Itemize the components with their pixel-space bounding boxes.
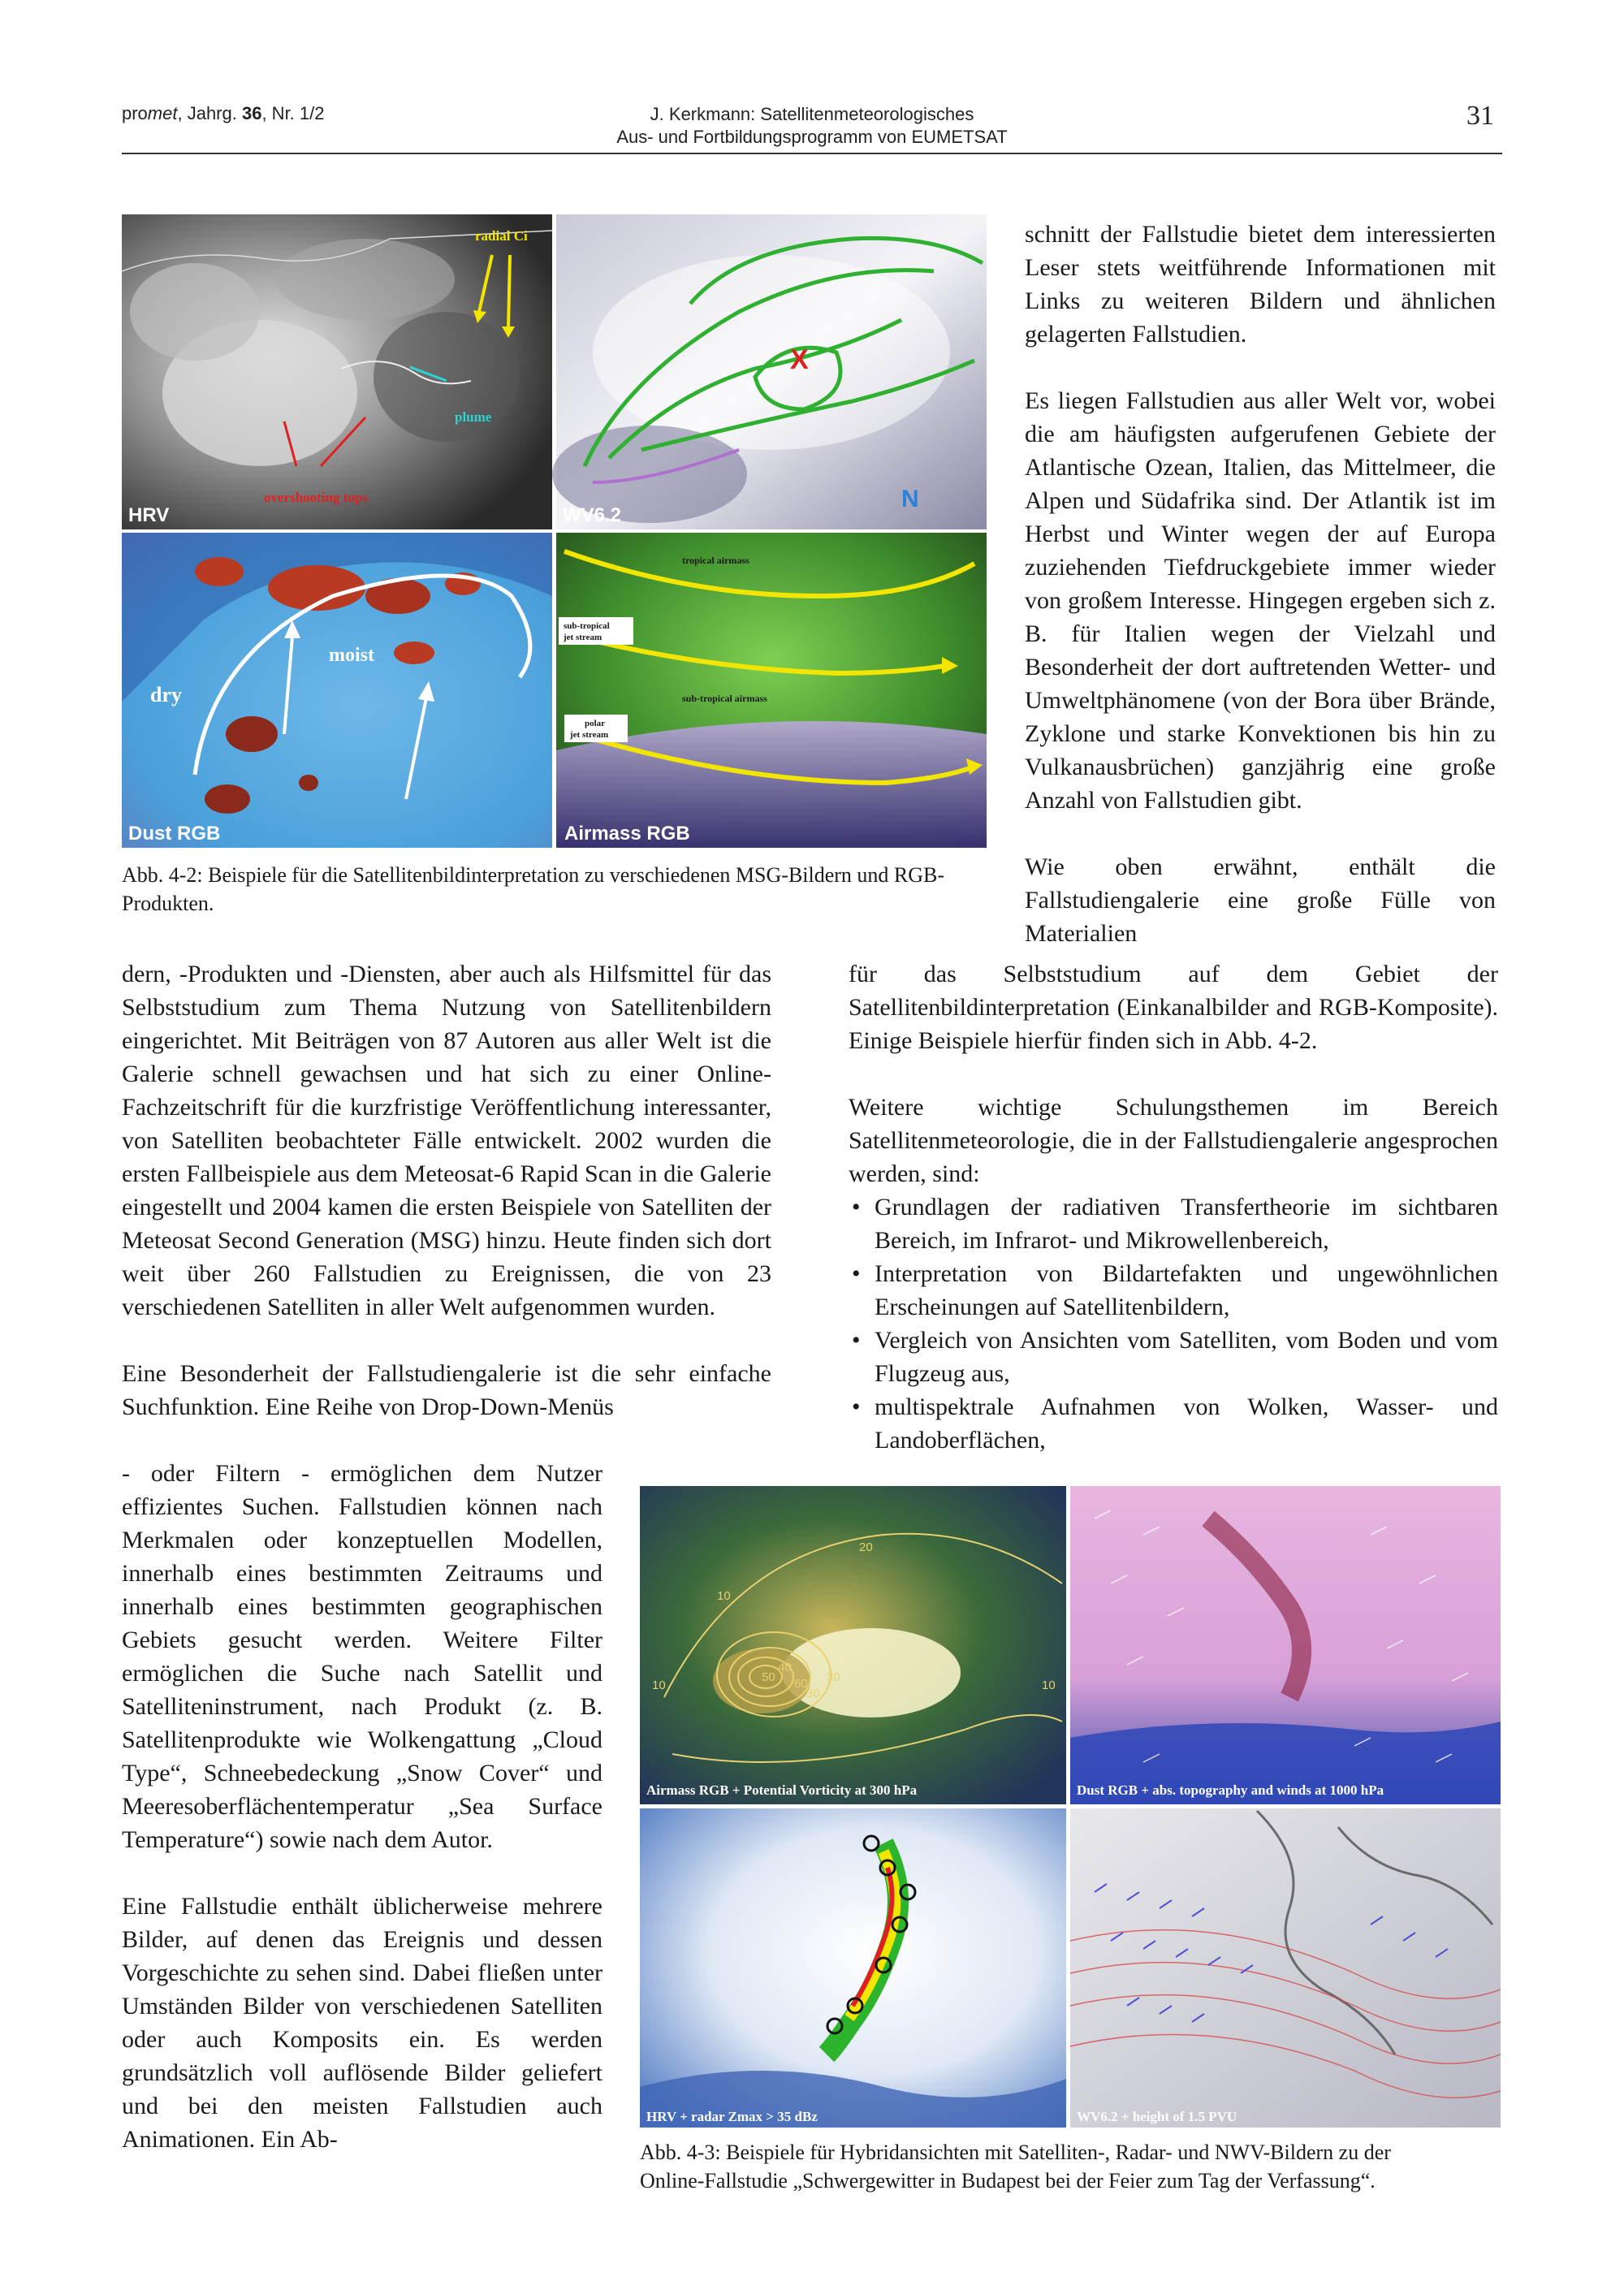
airmass-label: Airmass RGB: [564, 823, 690, 845]
pv-contour-label: 10: [1042, 1678, 1056, 1692]
running-title: [568, 103, 1056, 149]
annotation-plume: plume: [455, 409, 492, 425]
figure-4-3-caption: [640, 2138, 1509, 2195]
pv-contour-label: 30: [827, 1670, 840, 1684]
left-paragraph-2b: - oder Filtern - ermöglichen dem Nutzer effizientes Suchen. Fallstudien können nach Merkmalen oder konzeptuellen Modellen, innerhalb eines bestimmten Zeitraums und innerhalb eines bestimmten geographischen Gebiets gesucht werden. Weitere Filter ermöglichen die Suche nach Satellit und Satelliteninstrument, nach Produkt (z. B. Satellitenprodukte wie Wolkengattung „Cloud Type“, Schneebedeckung „Snow Cover“ und Meeresoberflächentemperatur „Sea Surface Temperature“) sowie nach dem Autor.: [122, 1460, 603, 1853]
figure-4-3: [640, 1486, 1501, 2128]
dust-label: Dust RGB: [128, 823, 221, 845]
airmass-panel: [556, 533, 987, 848]
right-paragraph-1: schnitt der Fallstudie bietet dem interessierten Leser stets weitführende Informationen mit Links zu weiteren Bildern und ähnlichen gelagerten Fallstudien.: [1025, 221, 1496, 348]
panel-airmass-pv: [640, 1486, 1066, 1804]
annotation-subtropical-jet-1: sub-tropical: [564, 621, 610, 631]
left-paragraph-1: dern, -Produkten und -Diensten, aber auch als Hilfsmittel für das Selbststudium zum Thema Nutzung von Satellitenbildern eingerichtet. Mit Beiträgen von 87 Autoren aus aller Welt ist die Galerie schnell gewachsen und hat sich zu einer Online-Fachzeitschrift für die kurzfristige Veröffentlichung interessanter, von Satelliten beobachteter Fälle entwickelt. 2002 wurden die ersten Fallbeispiele aus dem Meteosat-6 Rapid Scan in die Galerie eingestellt und 2004 kamen die ersten Beispiele von Satelliten der Meteosat Second Generation (MSG) hinzu. Heute finden sich dort weit über 260 Fallstudien zu Ereignissen, die von 23 verschiedenen Satelliten in aller Welt aufgenommen wurden.: [122, 961, 771, 1320]
header-rule: [122, 153, 1502, 154]
running-title-line1: J. Kerkmann: Satellitenmeteorologisches: [650, 104, 974, 124]
left-paragraph-3: Eine Fallstudie enthält üblicherweise mehrere Bilder, auf denen das Ereignis und dessen Vorgeschichte zu sehen sind. Dabei fließen unter Umständen Bilder von verschiedenen Satelliten oder auch Komposits ein. Es werden grundsätzlich voll auflösende Bilder geliefert und bei den meisten Fallstudien auch Animationen. Ein Ab-: [122, 1893, 603, 2153]
panel-airmass-pv-label: Airmass RGB + Potential Vorticity at 300 hPa: [646, 1782, 918, 1798]
panel-dust-winds-label: Dust RGB + abs. topography and winds at 1000 hPa: [1077, 1782, 1384, 1798]
right-column-top: [1025, 218, 1496, 950]
panel-wv-pvu-label: WV6.2 + height of 1.5 PVU: [1077, 2109, 1237, 2124]
right-paragraph-4: Weitere wichtige Schulungsthemen im Bereich Satellitenmeteorologie, die in der Fallstudiengalerie angesprochen werden, sind:: [849, 1094, 1498, 1187]
figure-4-3-caption-line2: Online-Fallstudie „Schwergewitter in Budapest bei der Feier zum Tag der Verfassung“.: [640, 2169, 1376, 2192]
annotation-polar-jet-2: jet stream: [570, 730, 609, 740]
wv-label: WV6.2: [563, 504, 622, 526]
pv-contour-label: 60: [794, 1677, 808, 1691]
annotation-subtropical-airmass: sub-tropical airmass: [682, 693, 767, 704]
annotation-overshooting: overshooting tops: [264, 490, 368, 505]
annotation-polar-jet-1: polar: [585, 719, 606, 728]
right-paragraph-2: Es liegen Fallstudien aus aller Welt vor, wobei die am häufigsten aufgerufenen Gebiete der Atlantische Ozean, Italien, das Mittelmeer, die Alpen und Südafrika sind. Der Atlantik ist im Herbst und Winter wegen der auf Europa zuziehenden Tiefdruckgebiete immer wieder von großem Interesse. Hingegen ergeben sich z. B. für Italien wegen der Vielzahl und Besonderheit der dort auftretenden Wetter- und Umweltphänomene (von der Bora über Brände, Zyklone und starke Konvektionen bis hin zu Vulkanausbrüchen) ganzjährig eine große Anzahl von Fallstudien gibt.: [1025, 387, 1496, 814]
annotation-dry: dry: [150, 683, 182, 706]
running-title-line2: Aus- und Fortbildungsprogramm von EUMETSAT: [616, 127, 1008, 147]
left-column-narrow: [122, 1457, 603, 2156]
list-item: • Vergleich von Ansichten vom Satelliten, vom Boden und vom Flugzeug aus,: [849, 1324, 1498, 1390]
list-item: • Grundlagen der radiativen Transfertheorie im sichtbaren Bereich, im Infrarot- und Mikrowellenbereich,: [849, 1190, 1498, 1257]
pv-contour-label: 10: [652, 1678, 666, 1692]
panel-dust-winds: [1070, 1486, 1501, 1804]
wv-n-symbol: N: [901, 486, 919, 512]
hrv-label: HRV: [128, 504, 170, 526]
annotation-subtropical-jet-2: jet stream: [564, 633, 603, 642]
hrv-panel: [122, 214, 552, 529]
figure-4-2-caption: Abb. 4-2: Beispiele für die Satellitenbildinterpretation zu verschiedenen MSG-Bildern und RGB-Produkten.: [122, 863, 945, 915]
page-number: 31: [1466, 101, 1494, 131]
annotation-moist: moist: [329, 645, 374, 666]
panel-hrv-radar: [640, 1808, 1066, 2128]
panel-hrv-radar-label: HRV + radar Zmax > 35 dBz: [646, 2109, 818, 2124]
pv-contour-label: 30: [806, 1687, 820, 1700]
annotation-radial-ci: radial Ci: [475, 228, 528, 244]
left-column: [122, 957, 771, 1423]
right-paragraph-3b: für das Selbststudium auf dem Gebiet der Satellitenbildinterpretation (Einkanalbilder and RGB-Komposite). Einige Beispiele hierfür finden sich in Abb. 4-2.: [849, 961, 1498, 1054]
pv-contour-label: 20: [859, 1540, 873, 1554]
wv-low-symbol: X: [790, 344, 809, 375]
training-topics-list: [849, 1190, 1498, 1457]
journal-reference: promet, Jahrg. 36, Nr. 1/2: [122, 103, 325, 123]
figure-4-2: [122, 214, 987, 848]
annotation-tropical-airmass: tropical airmass: [682, 555, 749, 566]
left-paragraph-2: Eine Besonderheit der Fallstudiengalerie ist die sehr einfache Suchfunktion. Eine Reihe von Drop-Down-Menüs: [122, 1360, 771, 1420]
list-item: • Interpretation von Bildartefakten und ungewöhnlichen Erscheinungen auf Satellitenbildern,: [849, 1257, 1498, 1324]
dust-panel: [122, 533, 552, 848]
list-item: • multispektrale Aufnahmen von Wolken, Wasser- und Landoberflächen,: [849, 1390, 1498, 1457]
right-column-lower: [849, 957, 1498, 1457]
pv-contour-label: 10: [717, 1589, 731, 1603]
pv-contour-label: 50: [762, 1670, 775, 1684]
pv-contour-label: 40: [778, 1661, 792, 1674]
right-paragraph-3a: Wie oben erwähnt, enthält die Fallstudiengalerie eine große Fülle von Materialien: [1025, 853, 1496, 947]
wv-panel: [552, 214, 987, 529]
figure-4-3-caption-line1: Abb. 4-3: Beispiele für Hybridansichten mit Satelliten-, Radar- und NWV-Bildern zu der: [640, 2141, 1391, 2164]
panel-wv-pvu: [1070, 1808, 1501, 2128]
